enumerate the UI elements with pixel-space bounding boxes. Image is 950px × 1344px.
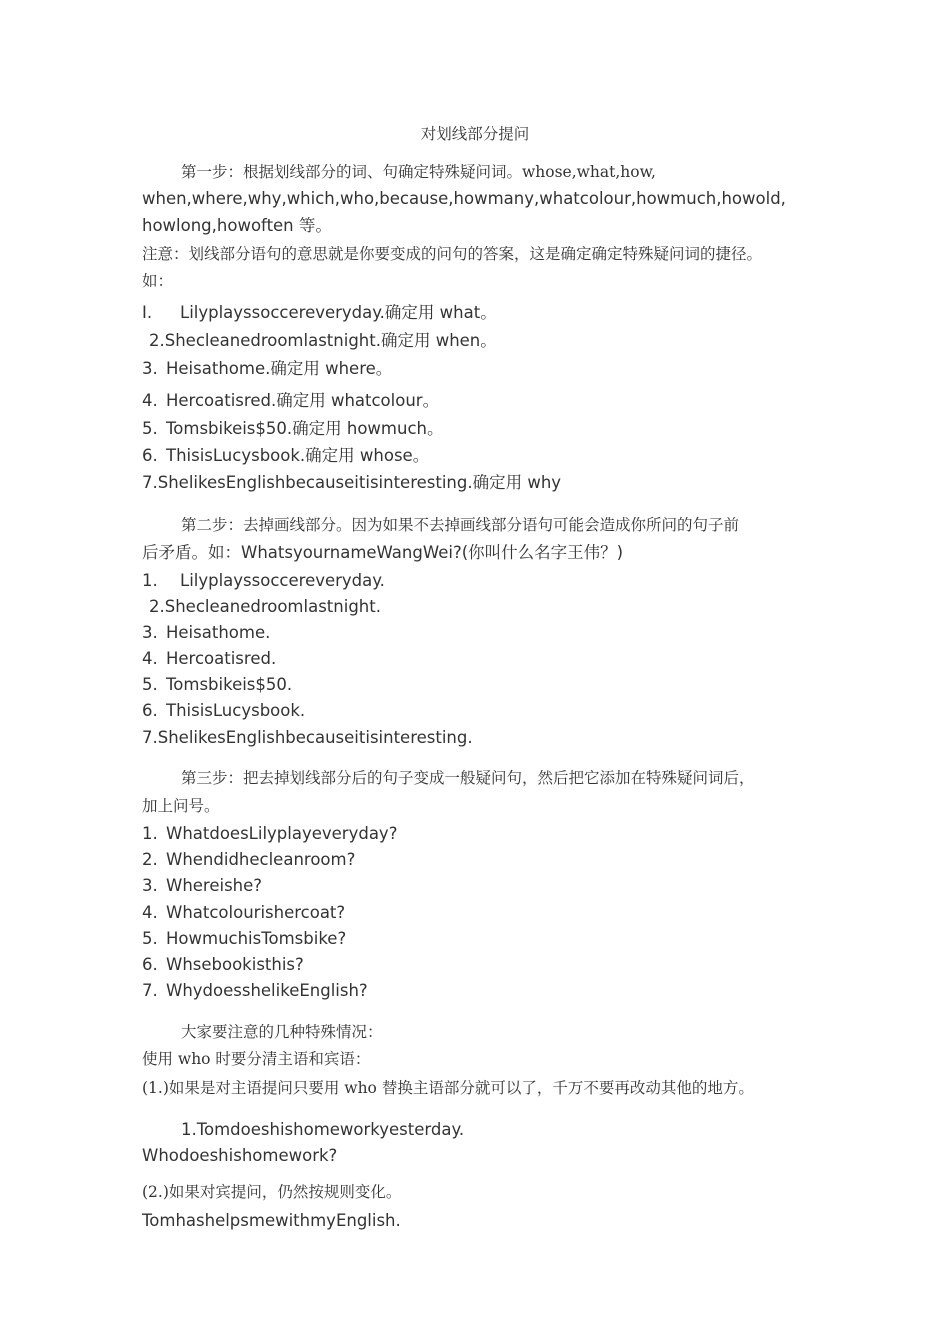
step1-line2: when,where,why,which,who,because,howmany,whatcolour,howmuch,howold,	[142, 189, 786, 208]
item-number: 6.	[142, 446, 158, 465]
item-text: 7.ShelikesEnglishbecauseitisinteresting.	[142, 728, 473, 747]
step1-item	[142, 418, 444, 440]
step3-item	[142, 823, 397, 845]
special-intro: 大家要注意的几种特殊情况：	[181, 1023, 383, 1041]
item-text: Whendidhecleanroom?	[166, 850, 356, 869]
item-text: Lilyplayssoccereveryday.确定用 what。	[180, 303, 497, 322]
step3-item	[142, 980, 368, 1002]
item-text: Lilyplayssoccereveryday.	[180, 571, 385, 590]
item-text: 7.ShelikesEnglishbecauseitisinteresting.确定用 why	[142, 473, 562, 492]
step3-line1: 第三步：把去掉划线部分后的句子变成一般疑问句，然后把它添加在特殊疑问词后，	[181, 769, 755, 787]
special-example1: 1.Tomdoeshishomeworkyesterday.	[181, 1120, 465, 1139]
item-number: 3.	[142, 359, 158, 378]
step1-ru: 如：	[142, 272, 174, 290]
step3-item	[142, 954, 304, 976]
item-text: ThisisLucysbook.确定用 whose。	[166, 446, 430, 465]
step1-line3: howlong,howoften 等。	[142, 216, 332, 235]
item-number: 5.	[142, 419, 158, 438]
step1-line1: 第一步：根据划线部分的词、句确定特殊疑问词。whose,what,how,	[181, 163, 656, 181]
step3-item	[142, 902, 345, 924]
step3-item	[142, 928, 346, 950]
step2-item	[142, 648, 276, 670]
item-text: WhydoesshelikeEnglish?	[166, 981, 368, 1000]
step2-item	[142, 570, 385, 592]
item-number: 4.	[142, 391, 158, 410]
step2-item	[142, 700, 305, 722]
item-text: 2.Shecleanedroomlastnight.	[149, 597, 381, 616]
item-number: 5.	[142, 929, 158, 948]
item-number: 3.	[142, 623, 158, 642]
item-text: Hercoatisred.确定用 whatcolour。	[166, 391, 440, 410]
step3-line2: 加上问号。	[142, 797, 220, 815]
item-number: 5.	[142, 675, 158, 694]
item-text: Heisathome.	[166, 623, 271, 642]
step1-item	[142, 302, 497, 324]
step1-note: 注意：划线部分语句的意思就是你要变成的问句的答案，这是确定确定特殊疑问词的捷径。	[142, 245, 763, 263]
step2-item	[142, 622, 270, 644]
step2-line1: 第二步：去掉画线部分。因为如果不去掉画线部分语句可能会造成你所问的句子前	[181, 516, 740, 534]
step2-item	[142, 674, 292, 696]
step1-item	[142, 472, 561, 494]
item-text: ThisisLucysbook.	[166, 701, 306, 720]
item-text: WhatdoesLilyplayeveryday?	[166, 824, 398, 843]
special-who: 使用 who 时要分清主语和宾语：	[142, 1050, 371, 1068]
step3-item	[142, 875, 262, 897]
special-p2: (2.)如果对宾提问，仍然按规则变化。	[142, 1183, 402, 1201]
item-number: I.	[142, 303, 153, 322]
special-example2: TomhashelpsmewithmyEnglish.	[142, 1211, 401, 1230]
item-text: Whatcolourishercoat?	[166, 903, 346, 922]
item-number: 1.	[142, 824, 158, 843]
step1-item	[142, 358, 392, 380]
item-number: 4.	[142, 903, 158, 922]
item-text: Hercoatisred.	[166, 649, 277, 668]
item-number: 3.	[142, 876, 158, 895]
step1-item	[142, 445, 429, 467]
step2-item	[149, 596, 381, 618]
step1-item	[142, 390, 439, 412]
item-text: 2.Shecleanedroomlastnight.确定用 when。	[149, 331, 497, 350]
item-text: Tomsbikeis$50.确定用 howmuch。	[166, 419, 444, 438]
item-text: Heisathome.确定用 where。	[166, 359, 393, 378]
special-answer1: Whodoeshishomework?	[142, 1146, 338, 1165]
step2-item	[142, 727, 473, 749]
item-number: 2.	[142, 850, 158, 869]
item-text: Tomsbikeis$50.	[166, 675, 293, 694]
item-number: 6.	[142, 955, 158, 974]
step1-item	[149, 330, 497, 352]
item-number: 1.	[142, 571, 158, 590]
item-number: 7.	[142, 981, 158, 1000]
item-number: 6.	[142, 701, 158, 720]
item-text: Whereishe?	[166, 876, 263, 895]
item-number: 4.	[142, 649, 158, 668]
step3-item	[142, 849, 355, 871]
special-p1: (1.)如果是对主语提问只要用 who 替换主语部分就可以了，千万不要再改动其他的地方。	[142, 1079, 754, 1097]
item-text: Whsebookisthis?	[166, 955, 304, 974]
step2-line2: 后矛盾。如：WhatsyournameWangWei?(你叫什么名字王伟？)	[142, 543, 624, 562]
item-text: HowmuchisTomsbike?	[166, 929, 347, 948]
page-title: 对划线部分提问	[420, 125, 530, 143]
